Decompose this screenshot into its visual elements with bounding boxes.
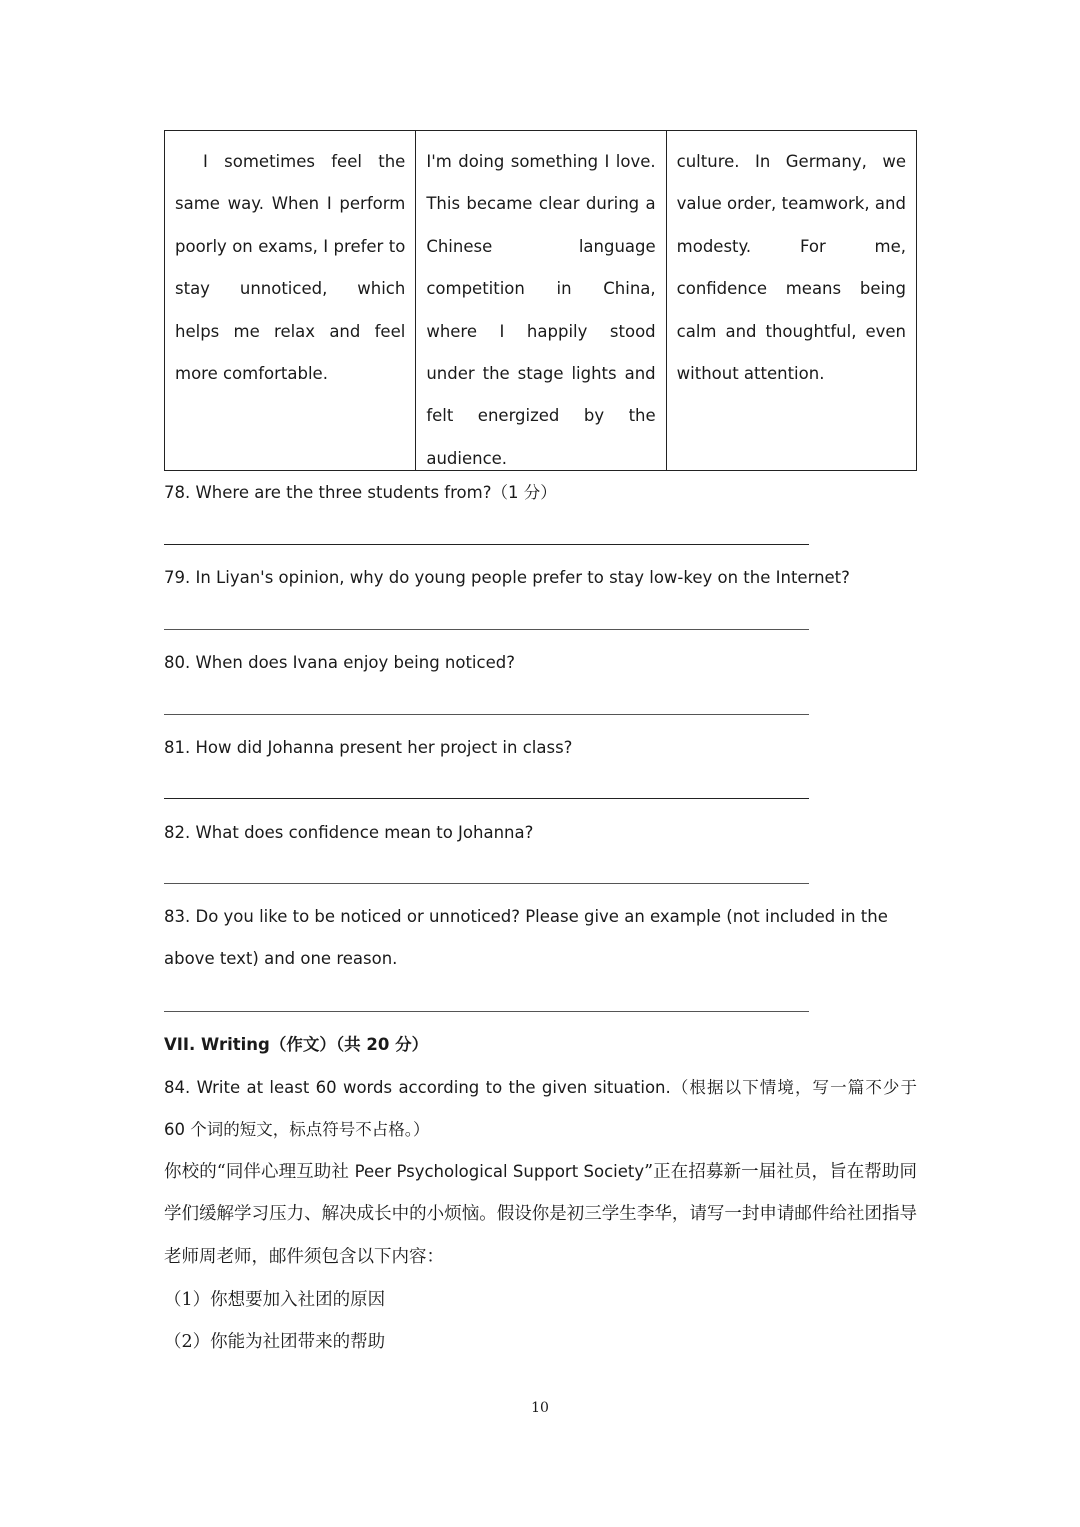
writing-requirement-1: （1）你想要加入社团的原因 [164,1290,386,1310]
writing-requirement-2: （2）你能为社团带来的帮助 [164,1332,386,1352]
passage-column-3: culture. In Germany, we value order, teamwork, and modesty. For me, confidence means being calm and thoughtful, even without attention. [666,131,916,470]
answer-line-80[interactable] [164,714,809,715]
question-82: 82. What does confidence mean to Johanna? [164,823,534,842]
question-83: 83. Do you like to be noticed or unnoticed? Please give an example (not included in the above text) and one reason. [164,907,888,969]
answer-line-81[interactable] [164,798,809,799]
answer-line-82[interactable] [164,883,809,884]
writing-section-title: VII. Writing（作文）（共 20 分） [164,1035,429,1054]
passage-column-1: I sometimes feel the same way. When I perform poorly on exams, I prefer to stay unnoticed, which helps me relax and feel more comfortable. [175,152,406,384]
question-81: 81. How did Johanna present her project in class? [164,738,573,757]
question-84: 84. Write at least 60 words according to the given situation.（根据以下情境，写一篇不少于 60 个词的短文，标点符号不占格。） [164,1078,917,1140]
passage-table [164,130,917,471]
writing-prompt-start: 你校的“同伴心理互助社 [164,1162,355,1182]
writing-prompt-rest: ”正在招募新一届社员，旨在帮助同学们缓解学习压力、解决成长中的小烦恼。假设你是初三学生李华，请写一封申请邮件给社团指导老师周老师，邮件须包含以下内容： [164,1162,918,1267]
page-number: 10 [531,1400,549,1416]
question-80: 80. When does Ivana enjoy being noticed? [164,653,515,672]
answer-line-79[interactable] [164,629,809,630]
answer-line-78[interactable] [164,544,809,545]
passage-column-2: I'm doing something I love. This became clear during a Chinese language competition in China, where I happily stood under the stage lights and felt energized by the audience. [415,131,665,470]
question-79: 79. In Liyan's opinion, why do young people prefer to stay low-key on the Internet? [164,568,850,587]
society-name: Peer Psychological Support Society [354,1162,645,1181]
writing-prompt [164,1151,917,1278]
answer-line-83[interactable] [164,1011,809,1012]
question-78: 78. Where are the three students from?（1 分） [164,483,557,502]
